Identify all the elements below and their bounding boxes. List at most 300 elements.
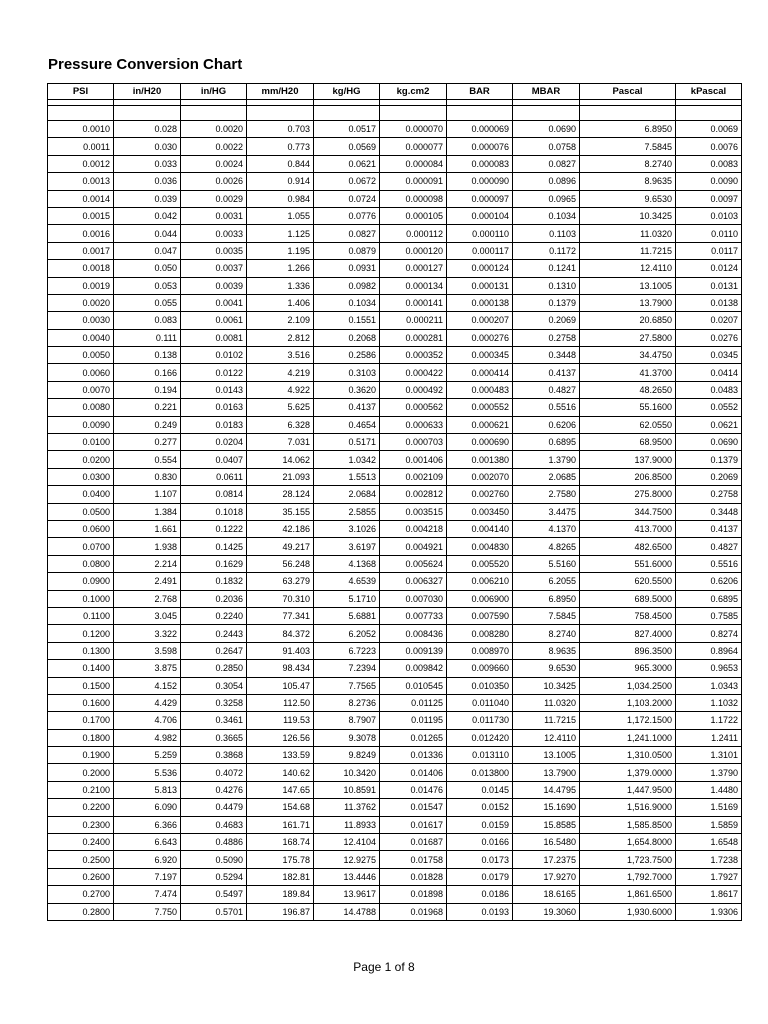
table-cell: 0.2600 — [48, 868, 114, 885]
table-cell: 0.0076 — [676, 138, 742, 155]
table-cell: 2.7580 — [513, 486, 580, 503]
table-cell: 0.830 — [114, 468, 181, 485]
table-cell: 0.000621 — [447, 416, 513, 433]
table-cell: 1.1722 — [676, 712, 742, 729]
table-cell: 0.0193 — [447, 903, 513, 920]
table-cell: 0.000077 — [380, 138, 447, 155]
table-cell: 0.0035 — [181, 242, 247, 259]
conversion-table — [47, 83, 742, 921]
table-cell: 0.1034 — [314, 294, 380, 311]
table-cell: 9.3078 — [314, 729, 380, 746]
table-cell: 0.010545 — [380, 677, 447, 694]
table-cell: 0.0483 — [676, 381, 742, 398]
empty-cell — [380, 106, 447, 121]
table-cell: 0.01758 — [380, 851, 447, 868]
table-row — [48, 242, 742, 259]
table-row — [48, 625, 742, 642]
table-cell: 0.0017 — [48, 242, 114, 259]
table-cell: 0.0827 — [314, 225, 380, 242]
table-cell: 6.2052 — [314, 625, 380, 642]
table-cell: 3.045 — [114, 607, 181, 624]
table-cell: 0.1018 — [181, 503, 247, 520]
empty-cell — [114, 106, 181, 121]
empty-cell — [48, 106, 114, 121]
table-cell: 0.000120 — [380, 242, 447, 259]
table-cell: 1,516.9000 — [580, 799, 676, 816]
table-cell: 0.0517 — [314, 121, 380, 138]
table-cell: 0.4827 — [676, 538, 742, 555]
table-cell: 0.2036 — [181, 590, 247, 607]
table-cell: 1,379.0000 — [580, 764, 676, 781]
table-row — [48, 121, 742, 138]
table-cell: 0.0041 — [181, 294, 247, 311]
empty-cell — [513, 106, 580, 121]
table-cell: 0.039 — [114, 190, 181, 207]
table-cell: 0.044 — [114, 225, 181, 242]
table-cell: 0.0102 — [181, 347, 247, 364]
table-row — [48, 520, 742, 537]
table-cell: 1,723.7500 — [580, 851, 676, 868]
table-cell: 0.004140 — [447, 520, 513, 537]
table-cell: 0.01195 — [380, 712, 447, 729]
table-cell: 0.773 — [247, 138, 314, 155]
table-cell: 0.194 — [114, 381, 181, 398]
table-cell: 0.000112 — [380, 225, 447, 242]
column-header: PSI — [48, 84, 114, 100]
table-cell: 0.000134 — [380, 277, 447, 294]
table-cell: 0.000703 — [380, 434, 447, 451]
table-cell: 0.0117 — [676, 242, 742, 259]
table-cell: 0.1900 — [48, 747, 114, 764]
table-cell: 14.062 — [247, 451, 314, 468]
table-cell: 344.7500 — [580, 503, 676, 520]
table-cell: 0.4654 — [314, 416, 380, 433]
table-cell: 0.2586 — [314, 347, 380, 364]
table-cell: 0.000422 — [380, 364, 447, 381]
table-cell: 9.8249 — [314, 747, 380, 764]
table-row — [48, 486, 742, 503]
table-cell: 41.3700 — [580, 364, 676, 381]
table-cell: 28.124 — [247, 486, 314, 503]
table-cell: 0.221 — [114, 399, 181, 416]
table-row — [48, 764, 742, 781]
table-row — [48, 277, 742, 294]
table-cell: 2.0684 — [314, 486, 380, 503]
table-row — [48, 555, 742, 572]
table-cell: 0.4827 — [513, 381, 580, 398]
table-cell: 6.2055 — [513, 573, 580, 590]
table-cell: 0.4137 — [676, 520, 742, 537]
table-cell: 0.0552 — [676, 399, 742, 416]
table-cell: 0.000633 — [380, 416, 447, 433]
table-cell: 1,103.2000 — [580, 694, 676, 711]
table-cell: 0.000552 — [447, 399, 513, 416]
table-cell: 0.0276 — [676, 329, 742, 346]
table-cell: 10.3425 — [580, 207, 676, 224]
table-cell: 0.0965 — [513, 190, 580, 207]
table-cell: 0.000084 — [380, 155, 447, 172]
table-cell: 5.5160 — [513, 555, 580, 572]
table-cell: 0.0138 — [676, 294, 742, 311]
table-cell: 0.1425 — [181, 538, 247, 555]
column-header: Pascal — [580, 84, 676, 100]
table-cell: 13.1005 — [580, 277, 676, 294]
table-cell: 0.000492 — [380, 381, 447, 398]
table-row — [48, 434, 742, 451]
table-cell: 0.0031 — [181, 207, 247, 224]
table-cell: 0.2068 — [314, 329, 380, 346]
table-cell: 0.0122 — [181, 364, 247, 381]
table-cell: 9.6530 — [580, 190, 676, 207]
table-cell: 0.083 — [114, 312, 181, 329]
table-cell: 11.7215 — [513, 712, 580, 729]
table-cell: 0.011730 — [447, 712, 513, 729]
table-cell: 0.2647 — [181, 642, 247, 659]
table-row — [48, 260, 742, 277]
table-cell: 0.0011 — [48, 138, 114, 155]
table-cell: 0.5516 — [513, 399, 580, 416]
table-cell: 1,930.6000 — [580, 903, 676, 920]
table-cell: 10.3425 — [513, 677, 580, 694]
table-cell: 0.000098 — [380, 190, 447, 207]
table-cell: 0.1310 — [513, 277, 580, 294]
table-row — [48, 781, 742, 798]
table-row — [48, 207, 742, 224]
table-cell: 0.0131 — [676, 277, 742, 294]
table-cell: 0.0090 — [48, 416, 114, 433]
table-cell: 0.000070 — [380, 121, 447, 138]
table-cell: 0.01125 — [380, 694, 447, 711]
table-cell: 0.1551 — [314, 312, 380, 329]
table-cell: 0.3868 — [181, 747, 247, 764]
table-cell: 1.2411 — [676, 729, 742, 746]
table-cell: 3.1026 — [314, 520, 380, 537]
column-header: in/HG — [181, 84, 247, 100]
table-cell: 0.011040 — [447, 694, 513, 711]
table-cell: 0.053 — [114, 277, 181, 294]
table-cell: 68.9500 — [580, 434, 676, 451]
table-cell: 1,034.2500 — [580, 677, 676, 694]
table-cell: 0.000097 — [447, 190, 513, 207]
table-cell: 0.000117 — [447, 242, 513, 259]
table-row — [48, 468, 742, 485]
table-cell: 0.0022 — [181, 138, 247, 155]
table-cell: 0.3448 — [676, 503, 742, 520]
table-cell: 0.0033 — [181, 225, 247, 242]
table-cell: 0.0724 — [314, 190, 380, 207]
table-cell: 5.536 — [114, 764, 181, 781]
table-cell: 1.7927 — [676, 868, 742, 885]
table-cell: 2.491 — [114, 573, 181, 590]
table-cell: 0.5701 — [181, 903, 247, 920]
table-cell: 0.2069 — [513, 312, 580, 329]
table-cell: 0.0081 — [181, 329, 247, 346]
table-cell: 3.516 — [247, 347, 314, 364]
table-cell: 0.01617 — [380, 816, 447, 833]
table-cell: 0.4683 — [181, 816, 247, 833]
table-row — [48, 816, 742, 833]
table-cell: 0.000276 — [447, 329, 513, 346]
table-cell: 0.0080 — [48, 399, 114, 416]
table-cell: 0.003515 — [380, 503, 447, 520]
table-cell: 0.000091 — [380, 173, 447, 190]
table-cell: 1.1032 — [676, 694, 742, 711]
table-cell: 0.0030 — [48, 312, 114, 329]
table-cell: 6.7223 — [314, 642, 380, 659]
table-cell: 133.59 — [247, 747, 314, 764]
table-cell: 3.6197 — [314, 538, 380, 555]
table-cell: 0.042 — [114, 207, 181, 224]
table-row — [48, 694, 742, 711]
table-cell: 0.0500 — [48, 503, 114, 520]
table-cell: 0.2850 — [181, 660, 247, 677]
table-cell: 0.004218 — [380, 520, 447, 537]
table-row — [48, 312, 742, 329]
table-cell: 0.111 — [114, 329, 181, 346]
table-cell: 0.5090 — [181, 851, 247, 868]
table-cell: 0.000414 — [447, 364, 513, 381]
table-cell: 2.5855 — [314, 503, 380, 520]
header-row — [48, 84, 742, 100]
table-cell: 0.1832 — [181, 573, 247, 590]
table-cell: 0.01828 — [380, 868, 447, 885]
column-header: kPascal — [676, 84, 742, 100]
table-row — [48, 729, 742, 746]
table-cell: 0.2758 — [513, 329, 580, 346]
table-cell: 0.013800 — [447, 764, 513, 781]
table-cell: 0.0020 — [181, 121, 247, 138]
table-cell: 0.4479 — [181, 799, 247, 816]
table-cell: 0.004921 — [380, 538, 447, 555]
table-cell: 0.8964 — [676, 642, 742, 659]
table-row — [48, 868, 742, 885]
table-cell: 0.0039 — [181, 277, 247, 294]
column-header: kg/HG — [314, 84, 380, 100]
table-cell: 196.87 — [247, 903, 314, 920]
table-cell: 0.1300 — [48, 642, 114, 659]
table-row — [48, 886, 742, 903]
table-cell: 2.109 — [247, 312, 314, 329]
table-cell: 0.0207 — [676, 312, 742, 329]
table-cell: 0.0300 — [48, 468, 114, 485]
table-cell: 482.6500 — [580, 538, 676, 555]
table-row — [48, 416, 742, 433]
table-cell: 1,241.1000 — [580, 729, 676, 746]
table-row — [48, 225, 742, 242]
table-cell: 0.1629 — [181, 555, 247, 572]
table-cell: 0.000083 — [447, 155, 513, 172]
table-cell: 4.152 — [114, 677, 181, 694]
table-cell: 14.4795 — [513, 781, 580, 798]
table-cell: 1.125 — [247, 225, 314, 242]
table-cell: 0.001380 — [447, 451, 513, 468]
table-cell: 0.001406 — [380, 451, 447, 468]
table-cell: 0.0012 — [48, 155, 114, 172]
table-cell: 0.036 — [114, 173, 181, 190]
table-cell: 0.0143 — [181, 381, 247, 398]
table-row — [48, 347, 742, 364]
table-cell: 0.0827 — [513, 155, 580, 172]
table-cell: 62.0550 — [580, 416, 676, 433]
table-cell: 0.002760 — [447, 486, 513, 503]
table-cell: 0.0183 — [181, 416, 247, 433]
table-cell: 0.4137 — [513, 364, 580, 381]
table-cell: 0.0600 — [48, 520, 114, 537]
table-cell: 63.279 — [247, 573, 314, 590]
table-cell: 0.009842 — [380, 660, 447, 677]
table-cell: 5.1710 — [314, 590, 380, 607]
table-cell: 3.875 — [114, 660, 181, 677]
table-cell: 0.008436 — [380, 625, 447, 642]
table-cell: 0.0611 — [181, 468, 247, 485]
table-cell: 0.0037 — [181, 260, 247, 277]
table-cell: 13.1005 — [513, 747, 580, 764]
table-cell: 0.0690 — [676, 434, 742, 451]
table-cell: 0.010350 — [447, 677, 513, 694]
table-cell: 0.007733 — [380, 607, 447, 624]
table-cell: 0.008280 — [447, 625, 513, 642]
table-cell: 161.71 — [247, 816, 314, 833]
table-cell: 12.9275 — [314, 851, 380, 868]
table-cell: 9.6530 — [513, 660, 580, 677]
table-row — [48, 173, 742, 190]
table-cell: 0.0982 — [314, 277, 380, 294]
table-cell: 0.703 — [247, 121, 314, 138]
table-cell: 4.1368 — [314, 555, 380, 572]
table-cell: 0.0896 — [513, 173, 580, 190]
table-cell: 2.0685 — [513, 468, 580, 485]
table-cell: 0.4137 — [314, 399, 380, 416]
table-cell: 8.2740 — [513, 625, 580, 642]
table-cell: 0.0026 — [181, 173, 247, 190]
table-row — [48, 573, 742, 590]
table-cell: 12.4110 — [513, 729, 580, 746]
table-cell: 0.0083 — [676, 155, 742, 172]
table-cell: 13.4446 — [314, 868, 380, 885]
table-cell: 0.01336 — [380, 747, 447, 764]
table-row — [48, 747, 742, 764]
table-row — [48, 834, 742, 851]
table-cell: 5.6881 — [314, 607, 380, 624]
table-cell: 0.6895 — [676, 590, 742, 607]
table-cell: 0.2500 — [48, 851, 114, 868]
table-cell: 0.028 — [114, 121, 181, 138]
table-cell: 206.8500 — [580, 468, 676, 485]
spacer-row — [48, 106, 742, 121]
table-cell: 18.6165 — [513, 886, 580, 903]
table-body — [48, 100, 742, 921]
table-cell: 98.434 — [247, 660, 314, 677]
table-row — [48, 538, 742, 555]
table-cell: 0.0018 — [48, 260, 114, 277]
table-cell: 27.5800 — [580, 329, 676, 346]
table-cell: 758.4500 — [580, 607, 676, 624]
table-cell: 1.0342 — [314, 451, 380, 468]
table-cell: 105.47 — [247, 677, 314, 694]
table-cell: 0.000138 — [447, 294, 513, 311]
table-cell: 11.7215 — [580, 242, 676, 259]
table-cell: 0.000352 — [380, 347, 447, 364]
table-cell: 965.3000 — [580, 660, 676, 677]
table-cell: 0.3103 — [314, 364, 380, 381]
table-cell: 8.7907 — [314, 712, 380, 729]
table-cell: 0.000131 — [447, 277, 513, 294]
table-cell: 1,172.1500 — [580, 712, 676, 729]
table-cell: 0.01687 — [380, 834, 447, 851]
table-cell: 689.5000 — [580, 590, 676, 607]
table-cell: 119.53 — [247, 712, 314, 729]
table-cell: 6.8950 — [580, 121, 676, 138]
table-cell: 0.013110 — [447, 747, 513, 764]
table-cell: 0.166 — [114, 364, 181, 381]
table-cell: 4.219 — [247, 364, 314, 381]
empty-cell — [247, 106, 314, 121]
table-cell: 0.0163 — [181, 399, 247, 416]
table-cell: 70.310 — [247, 590, 314, 607]
table-cell: 13.9617 — [314, 886, 380, 903]
table-cell: 15.1690 — [513, 799, 580, 816]
table-cell: 8.9635 — [580, 173, 676, 190]
table-cell: 11.0320 — [513, 694, 580, 711]
table-cell: 0.2200 — [48, 799, 114, 816]
table-cell: 551.6000 — [580, 555, 676, 572]
table-cell: 0.01406 — [380, 764, 447, 781]
table-cell: 0.0010 — [48, 121, 114, 138]
table-cell: 1,861.6500 — [580, 886, 676, 903]
table-cell: 0.000104 — [447, 207, 513, 224]
table-cell: 0.7585 — [676, 607, 742, 624]
table-cell: 8.9635 — [513, 642, 580, 659]
table-cell: 6.8950 — [513, 590, 580, 607]
table-cell: 0.0103 — [676, 207, 742, 224]
table-cell: 0.009660 — [447, 660, 513, 677]
table-cell: 7.5845 — [513, 607, 580, 624]
table-cell: 48.2650 — [580, 381, 676, 398]
table-cell: 0.01968 — [380, 903, 447, 920]
table-cell: 10.3420 — [314, 764, 380, 781]
table-cell: 0.1400 — [48, 660, 114, 677]
table-row — [48, 851, 742, 868]
table-cell: 0.033 — [114, 155, 181, 172]
table-cell: 12.4110 — [580, 260, 676, 277]
table-cell: 0.6895 — [513, 434, 580, 451]
table-cell: 0.1700 — [48, 712, 114, 729]
table-cell: 1.266 — [247, 260, 314, 277]
table-cell: 0.0019 — [48, 277, 114, 294]
table-cell: 0.000124 — [447, 260, 513, 277]
table-cell: 0.2300 — [48, 816, 114, 833]
table-cell: 0.2000 — [48, 764, 114, 781]
table-row — [48, 660, 742, 677]
table-cell: 0.000345 — [447, 347, 513, 364]
table-cell: 19.3060 — [513, 903, 580, 920]
table-cell: 0.844 — [247, 155, 314, 172]
table-cell: 55.1600 — [580, 399, 676, 416]
table-cell: 0.006210 — [447, 573, 513, 590]
table-cell: 0.3620 — [314, 381, 380, 398]
table-cell: 0.003450 — [447, 503, 513, 520]
table-cell: 0.3665 — [181, 729, 247, 746]
table-cell: 0.004830 — [447, 538, 513, 555]
table-row — [48, 329, 742, 346]
table-cell: 0.000110 — [447, 225, 513, 242]
table-cell: 0.006900 — [447, 590, 513, 607]
table-cell: 0.1379 — [676, 451, 742, 468]
table-cell: 0.0013 — [48, 173, 114, 190]
table-cell: 0.000141 — [380, 294, 447, 311]
table-row — [48, 364, 742, 381]
empty-cell — [314, 106, 380, 121]
